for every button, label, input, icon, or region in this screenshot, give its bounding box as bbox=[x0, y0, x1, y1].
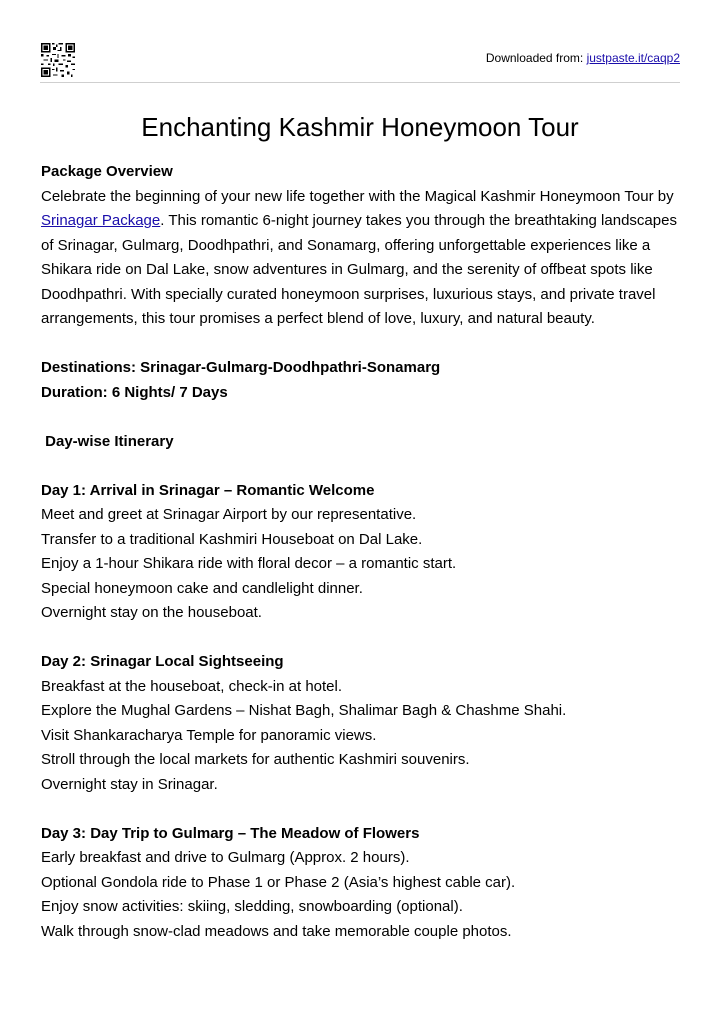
overview-text-end: . This romantic 6-night journey takes you through the breathtaking landscapes of Srinagar, Gulmarg, Doodhpathri, and Sonamarg, offering unforgettable experiences like a Shikara ride on Dal Lake, snow adventures in Gulmarg, and the serenity of offbeat spots like Doodhpathri. With specially curated honeymoon surprises, luxurious stays, and private travel arrangements, this tour promises a perfect blend of love, luxury, and natural beauty. bbox=[41, 212, 677, 327]
download-prefix: Downloaded from: bbox=[485, 51, 587, 65]
day-line: Meet and greet at Srinagar Airport by our representative. bbox=[41, 506, 417, 523]
source-link[interactable]: justpaste.it/caqp2 bbox=[586, 51, 680, 65]
srinagar-package-link[interactable]: Srinagar Package bbox=[41, 212, 161, 229]
day-line: Walk through snow-clad meadows and take memorable couple photos. bbox=[41, 922, 512, 940]
spacer bbox=[41, 454, 681, 479]
header-divider bbox=[40, 82, 680, 83]
spacer bbox=[41, 626, 681, 651]
day-line: Special honeymoon cake and candlelight dinner. bbox=[41, 579, 363, 597]
download-source bbox=[486, 51, 680, 65]
day-line: Overnight stay on the houseboat. bbox=[41, 604, 262, 621]
day-title: Day 2: Srinagar Local Sightseeing bbox=[41, 653, 284, 670]
day-line: Breakfast at the houseboat, check-in at hotel. bbox=[41, 677, 343, 695]
day-title: Day 3: Day Trip to Gulmarg – The Meadow of Flowers bbox=[41, 824, 420, 842]
duration: Duration: 6 Nights/ 7 Days bbox=[41, 383, 228, 401]
day-line: Optional Gondola ride to Phase 1 or Phase 2 (Asia’s highest cable car). bbox=[41, 873, 516, 891]
spacer bbox=[41, 405, 681, 430]
spacer bbox=[41, 332, 681, 357]
day-line: Overnight stay in Srinagar. bbox=[41, 775, 218, 793]
document-body bbox=[41, 160, 681, 944]
day-title: Day 1: Arrival in Srinagar – Romantic Welcome bbox=[41, 481, 375, 499]
page-title: Enchanting Kashmir Honeymoon Tour bbox=[141, 112, 579, 142]
destinations: Destinations: Srinagar-Gulmarg-Doodhpathri-Sonamarg bbox=[41, 359, 441, 376]
itinerary-heading: Day-wise Itinerary bbox=[41, 432, 174, 450]
overview-text-start: Celebrate the beginning of your new life together with the Magical Kashmir Honeymoon Tour by bbox=[41, 187, 674, 205]
day-line: Visit Shankaracharya Temple for panoramic views. bbox=[41, 726, 377, 744]
day-line: Early breakfast and drive to Gulmarg (Approx. 2 hours). bbox=[41, 849, 410, 866]
spacer bbox=[41, 797, 681, 822]
qr-code-icon bbox=[41, 43, 75, 77]
day-line: Explore the Mughal Gardens – Nishat Bagh, Shalimar Bagh & Chashme Shahi. bbox=[41, 702, 567, 719]
overview-heading: Package Overview bbox=[41, 163, 173, 180]
day-line: Enjoy a 1-hour Shikara ride with floral decor – a romantic start. bbox=[41, 555, 457, 572]
day-line: Transfer to a traditional Kashmiri Houseboat on Dal Lake. bbox=[41, 530, 423, 548]
overview-paragraph bbox=[41, 185, 681, 332]
day-line: Stroll through the local markets for authentic Kashmiri souvenirs. bbox=[41, 751, 470, 768]
day-line: Enjoy snow activities: skiing, sledding, snowboarding (optional). bbox=[41, 898, 463, 915]
